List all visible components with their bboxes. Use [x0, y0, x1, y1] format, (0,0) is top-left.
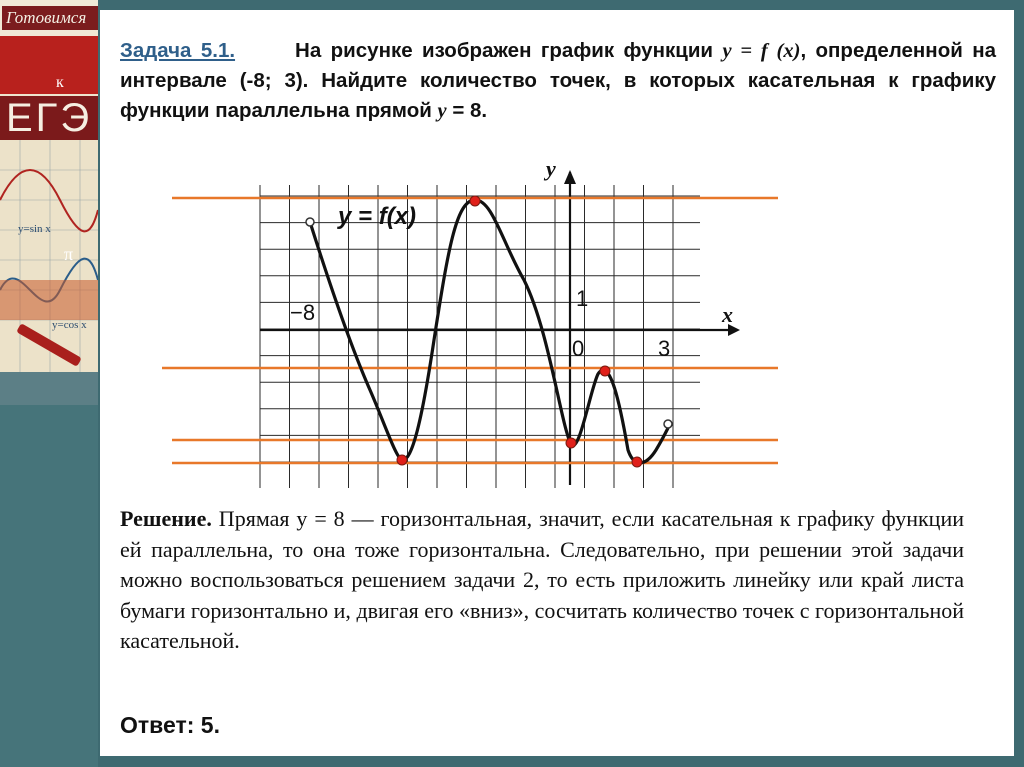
problem-text-1: На рисунке изображен график функции: [295, 39, 723, 62]
sidebar-decoration: [0, 0, 98, 767]
solution-label: Решение.: [120, 506, 212, 531]
tangent-point: [470, 196, 480, 206]
graph-grid: [260, 185, 700, 488]
content-card: [100, 10, 1014, 756]
line-equation-var: y: [437, 100, 447, 122]
y-axis-arrow: [564, 170, 576, 184]
cover-graphs-illustration: [0, 140, 98, 405]
function-notation: y = f (x): [722, 40, 801, 62]
answer-text: Ответ: 5.: [120, 712, 220, 738]
tick-label-3: 3: [658, 336, 671, 361]
tick-label-neg8: −8: [290, 300, 316, 325]
problem-text-3: = 8.: [446, 99, 488, 122]
sin-formula: y=sin x: [18, 223, 51, 235]
x-axis-label: x: [722, 302, 733, 327]
tangent-point: [632, 457, 642, 467]
solution-text: Прямая y = 8 — горизонтальная, значит, если касательная к графику функции ей параллельна, то она тоже горизонтальна. Следовательно, при решении этой задачи можно воспользоваться решением задачи 2, то есть приложить линейку или край листа бумаги горизонтально и, двигая его «вниз», сосчитать количество точек с горизонтальной касательной.: [120, 506, 964, 653]
function-graph: [100, 10, 1014, 510]
cover-red-band: [0, 36, 98, 94]
tick-label-0: 0: [572, 336, 585, 361]
cover-k-letter: к: [56, 74, 64, 91]
pi-symbol: π: [64, 244, 74, 264]
y-axis-label: y: [546, 156, 556, 181]
function-label: y = f(x): [338, 203, 417, 230]
task-label[interactable]: Задача 5.1.: [120, 39, 236, 62]
open-endpoint-left: [306, 218, 314, 226]
solution-block: [120, 504, 964, 657]
tangent-point: [566, 438, 576, 448]
cos-formula: y=cos x: [52, 319, 87, 331]
exam-logo: ЕГЭ: [0, 96, 98, 140]
tangent-point: [397, 455, 407, 465]
problem-text-2: , определенной на интервале (-8; 3). Найдите количество точек, в которых касательная к графику функции параллельна прямой: [120, 39, 996, 122]
brand-text: Готовимся: [2, 6, 98, 30]
tangent-point: [600, 366, 610, 376]
open-endpoint-right: [664, 420, 672, 428]
tick-label-1: 1: [576, 286, 589, 311]
textbook-cover: [0, 0, 98, 405]
